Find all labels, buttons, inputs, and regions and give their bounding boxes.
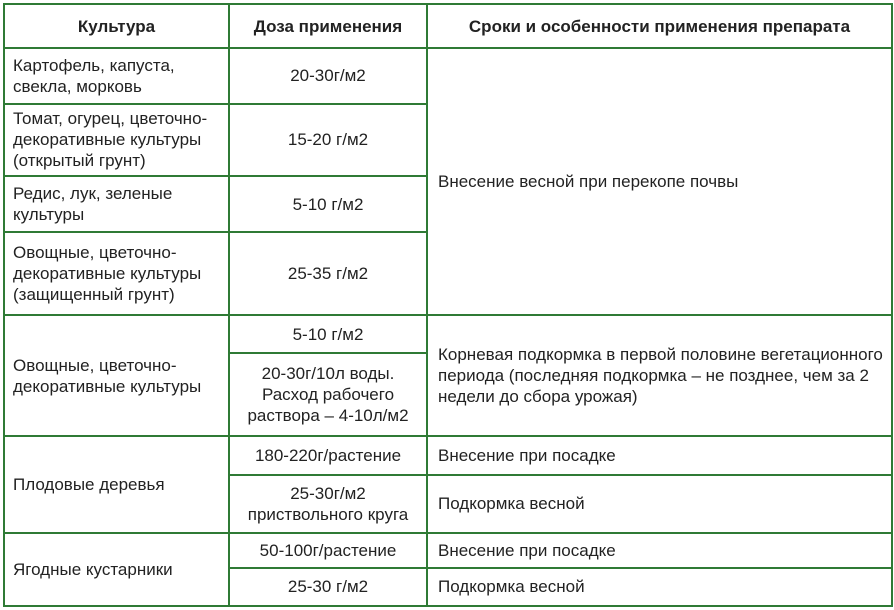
dose-cell: 15-20 г/м2: [229, 104, 427, 177]
notes-cell: Внесение при посадке: [427, 436, 892, 474]
dose-cell: 20-30г/м2: [229, 48, 427, 104]
culture-cell: Овощные, цветочно- декоративные культуры (защищенный грунт): [4, 232, 229, 315]
table-row: [4, 315, 892, 353]
header-dose: Доза применения: [229, 4, 427, 48]
header-notes: Сроки и особенности применения препарата: [427, 4, 892, 48]
culture-cell: Редис, лук, зеленые культуры: [4, 176, 229, 232]
application-table: [3, 3, 893, 607]
dose-cell: 25-30 г/м2: [229, 568, 427, 606]
notes-cell: Внесение весной при перекопе почвы: [427, 48, 892, 315]
culture-cell: Картофель, капуста, свекла, морковь: [4, 48, 229, 104]
header-culture: Культура: [4, 4, 229, 48]
dose-cell: 20-30г/10л воды. Расход рабочего раствора – 4-10л/м2: [229, 353, 427, 436]
notes-cell: Подкормка весной: [427, 475, 892, 534]
notes-cell: Подкормка весной: [427, 568, 892, 606]
dose-cell: 25-30г/м2 приствольного круга: [229, 475, 427, 534]
culture-cell: Плодовые деревья: [4, 436, 229, 533]
culture-cell: Ягодные кустарники: [4, 533, 229, 606]
dose-cell: 5-10 г/м2: [229, 315, 427, 353]
dose-cell: 25-35 г/м2: [229, 232, 427, 315]
dose-cell: 50-100г/растение: [229, 533, 427, 567]
culture-cell: Овощные, цветочно- декоративные культуры: [4, 315, 229, 436]
table-row: [4, 48, 892, 104]
table-header-row: [4, 4, 892, 48]
dose-cell: 5-10 г/м2: [229, 176, 427, 232]
dose-cell: 180-220г/растение: [229, 436, 427, 474]
notes-cell: Внесение при посадке: [427, 533, 892, 567]
notes-cell: Корневая подкормка в первой половине вегетационного периода (последняя подкормка – не позднее, чем за 2 недели до сбора урожая): [427, 315, 892, 436]
table-row: [4, 436, 892, 474]
table-row: [4, 533, 892, 567]
culture-cell: Томат, огурец, цветочно- декоративные культуры (открытый грунт): [4, 104, 229, 177]
